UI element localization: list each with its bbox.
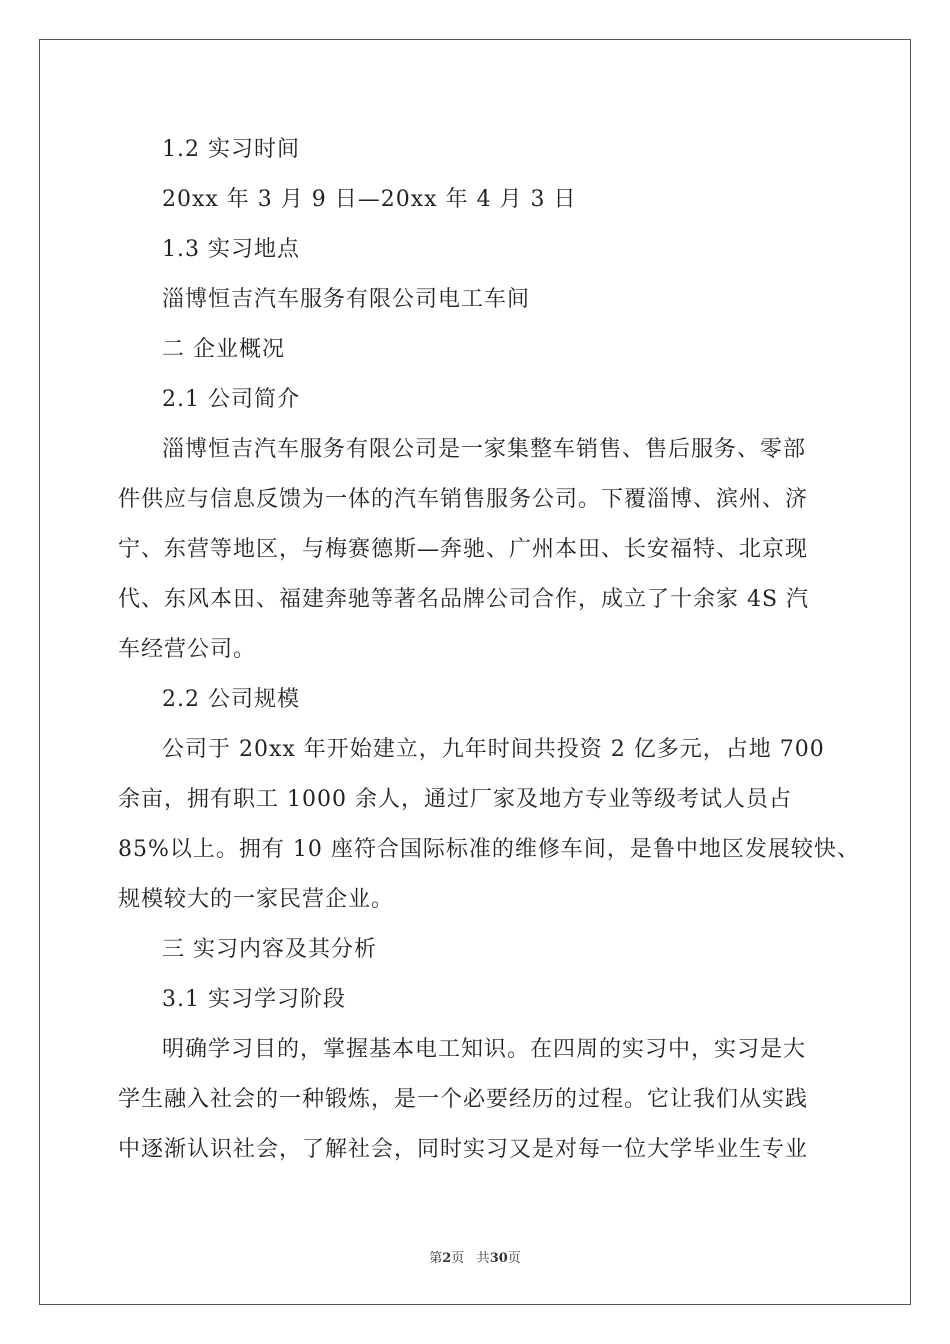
study-line-3: 中逐渐认识社会，了解社会，同时实习又是对每一位大学毕业生专业 — [118, 1137, 809, 1162]
page-footer — [0, 1247, 950, 1266]
footer-page-suffix: 页 — [451, 1251, 465, 1266]
scale-line-4: 规模较大的一家民营企业。 — [118, 887, 395, 912]
intro-line-3: 宁、东营等地区，与梅赛德斯—奔驰、广州本田、长安福特、北京现 — [118, 537, 809, 562]
footer-total-suffix: 页 — [507, 1251, 521, 1266]
intro-line-4: 代、东风本田、福建奔驰等著名品牌公司合作，成立了十余家 4S 汽 — [118, 587, 810, 612]
heading-2: 二 企业概况 — [162, 337, 285, 362]
heading-2-2: 2.2 公司规模 — [162, 687, 300, 712]
scale-line-2: 余亩，拥有职工 1000 余人，通过厂家及地方专业等级考试人员占 — [118, 787, 792, 812]
study-line-1: 明确学习目的，掌握基本电工知识。在四周的实习中，实习是大 — [162, 1037, 807, 1062]
footer-page-number: 2 — [442, 1251, 452, 1266]
footer-prefix: 第 — [429, 1251, 443, 1266]
intro-line-5: 车经营公司。 — [118, 637, 257, 662]
footer-total-pages: 30 — [489, 1251, 508, 1266]
document-body — [118, 125, 860, 1175]
scale-line-1: 公司于 20xx 年开始建立，九年时间共投资 2 亿多元，占地 700 — [162, 737, 825, 762]
internship-date-range: 20xx 年 3 月 9 日—20xx 年 4 月 3 日 — [162, 187, 577, 212]
scale-line-3: 85%以上。拥有 10 座符合国际标准的维修车间，是鲁中地区发展较快、 — [118, 837, 860, 862]
internship-location: 淄博恒吉汽车服务有限公司电工车间 — [162, 287, 531, 312]
heading-2-1: 2.1 公司简介 — [162, 387, 300, 412]
intro-line-1: 淄博恒吉汽车服务有限公司是一家集整车销售、售后服务、零部 — [162, 437, 807, 462]
heading-3-1: 3.1 实习学习阶段 — [162, 987, 346, 1012]
study-line-2: 学生融入社会的一种锻炼，是一个必要经历的过程。它让我们从实践 — [118, 1087, 809, 1112]
heading-3: 三 实习内容及其分析 — [162, 937, 377, 962]
intro-line-2: 件供应与信息反馈为一体的汽车销售服务公司。下覆淄博、滨州、济 — [118, 487, 809, 512]
heading-1-3: 1.3 实习地点 — [162, 237, 300, 262]
heading-1-2: 1.2 实习时间 — [162, 137, 300, 162]
footer-total-prefix: 共 — [476, 1251, 490, 1266]
